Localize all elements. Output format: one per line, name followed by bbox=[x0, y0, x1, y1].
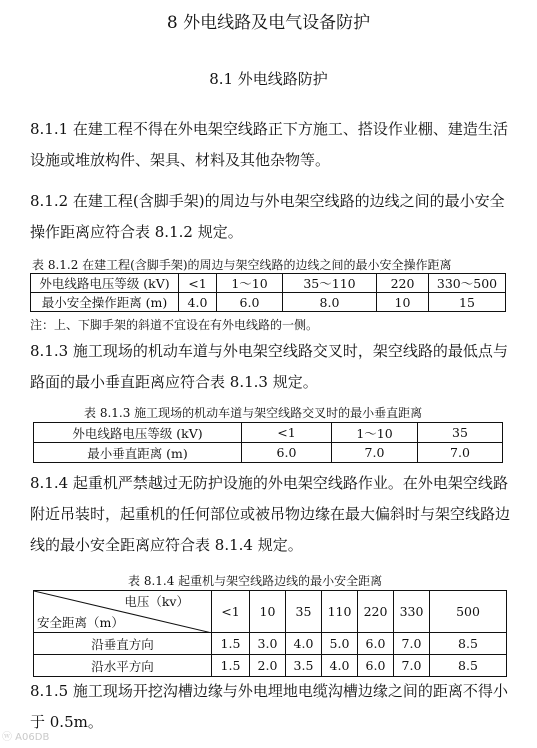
table-cell: 6.0 bbox=[358, 655, 394, 677]
watermark: ⓦ A06DB bbox=[2, 732, 50, 743]
table-header-cell: 10 bbox=[250, 591, 286, 633]
table-cell: 沿水平方向 bbox=[34, 655, 212, 677]
table-cell: 220 bbox=[377, 274, 429, 293]
table-cell: 4.0 bbox=[286, 633, 322, 655]
table-cell: 4.0 bbox=[179, 293, 217, 312]
table-cell: 1.5 bbox=[212, 655, 250, 677]
table-cell: 7.0 bbox=[394, 655, 430, 677]
table-row bbox=[34, 591, 507, 633]
table-row bbox=[34, 655, 507, 677]
table-row bbox=[34, 423, 503, 443]
table-8-1-2-note: 注：上、下脚手架的斜道不宜设在有外电线路的一侧。 bbox=[30, 318, 319, 332]
table-8-1-4 bbox=[33, 590, 507, 677]
table-corner-cell bbox=[34, 591, 212, 633]
table-cell: 7.0 bbox=[418, 443, 503, 463]
table-cell: 外电线路电压等级 (kV) bbox=[31, 274, 179, 293]
table-row bbox=[31, 274, 506, 293]
table-row bbox=[34, 443, 503, 463]
table-header-cell: 220 bbox=[358, 591, 394, 633]
paragraph-8-1-5: 8.1.5 施工现场开挖沟槽边缘与外电埋地电缆沟槽边缘之间的距离不得小于 0.5m。 bbox=[30, 682, 508, 731]
paragraph-8-1-1: 8.1.1 在建工程不得在外电架空线路正下方施工、搭设作业棚、建造生活设施或堆放构件、架具、材料及其他杂物等。 bbox=[30, 120, 508, 169]
table-cell: 6.0 bbox=[358, 633, 394, 655]
table-row bbox=[31, 293, 506, 312]
table-cell: 330～500 bbox=[429, 274, 506, 293]
corner-distance-label: 安全距离（m） bbox=[37, 615, 124, 630]
table-8-1-2-caption: 表 8.1.2 在建工程(含脚手架)的周边与架空线路的边线之间的最小安全操作距离 bbox=[32, 258, 452, 272]
table-cell: 3.5 bbox=[286, 655, 322, 677]
table-cell: 1～10 bbox=[217, 274, 283, 293]
table-cell: 5.0 bbox=[322, 633, 358, 655]
table-cell: 6.0 bbox=[242, 443, 332, 463]
table-cell: 8.5 bbox=[430, 633, 507, 655]
table-8-1-4-caption: 表 8.1.4 起重机与架空线路边线的最小安全距离 bbox=[128, 574, 383, 588]
table-header-cell: 110 bbox=[322, 591, 358, 633]
table-cell: 最小垂直距离 (m) bbox=[34, 443, 242, 463]
corner-voltage-label: 电压（kv） bbox=[124, 594, 189, 609]
paragraph-8-1-4: 8.1.4 起重机严禁越过无防护设施的外电架空线路作业。在外电架空线路附近吊装时，起重机的任何部位或被吊物边缘在最大偏斜时与架空线路边线的最小安全距离应符合表 8.1.4 规定。 bbox=[30, 474, 511, 554]
table-8-1-3 bbox=[33, 422, 503, 463]
table-cell: 4.0 bbox=[322, 655, 358, 677]
table-cell: 3.0 bbox=[250, 633, 286, 655]
table-cell: 8.5 bbox=[430, 655, 507, 677]
table-header-cell: 500 bbox=[430, 591, 507, 633]
table-cell: 2.0 bbox=[250, 655, 286, 677]
table-cell: 8.0 bbox=[283, 293, 377, 312]
table-cell: 15 bbox=[429, 293, 506, 312]
table-cell: <1 bbox=[242, 423, 332, 443]
table-header-cell: 330 bbox=[394, 591, 430, 633]
section-heading: 8.1 外电线路防护 bbox=[209, 70, 328, 88]
table-cell: 6.0 bbox=[217, 293, 283, 312]
table-cell: 外电线路电压等级 (kV) bbox=[34, 423, 242, 443]
table-header-cell: 35 bbox=[286, 591, 322, 633]
table-cell: 1.5 bbox=[212, 633, 250, 655]
table-8-1-3-caption: 表 8.1.3 施工现场的机动车道与架空线路交叉时的最小垂直距离 bbox=[84, 406, 423, 420]
table-cell: 7.0 bbox=[332, 443, 418, 463]
table-cell: 10 bbox=[377, 293, 429, 312]
paragraph-8-1-3: 8.1.3 施工现场的机动车道与外电架空线路交叉时，架空线路的最低点与路面的最小垂直距离应符合表 8.1.3 规定。 bbox=[30, 342, 508, 391]
table-row bbox=[34, 633, 507, 655]
table-8-1-2 bbox=[30, 273, 506, 312]
table-header-cell: <1 bbox=[212, 591, 250, 633]
paragraph-8-1-2: 8.1.2 在建工程(含脚手架)的周边与外电架空线路的边线之间的最小安全操作距离应符合表 8.1.2 规定。 bbox=[30, 192, 505, 241]
table-cell: 7.0 bbox=[394, 633, 430, 655]
table-cell: 35 bbox=[418, 423, 503, 443]
table-cell: 35～110 bbox=[283, 274, 377, 293]
chapter-heading: 8 外电线路及电气设备防护 bbox=[166, 13, 371, 33]
table-cell: <1 bbox=[179, 274, 217, 293]
table-cell: 沿垂直方向 bbox=[34, 633, 212, 655]
table-cell: 最小安全操作距离 (m) bbox=[31, 293, 179, 312]
table-cell: 1～10 bbox=[332, 423, 418, 443]
